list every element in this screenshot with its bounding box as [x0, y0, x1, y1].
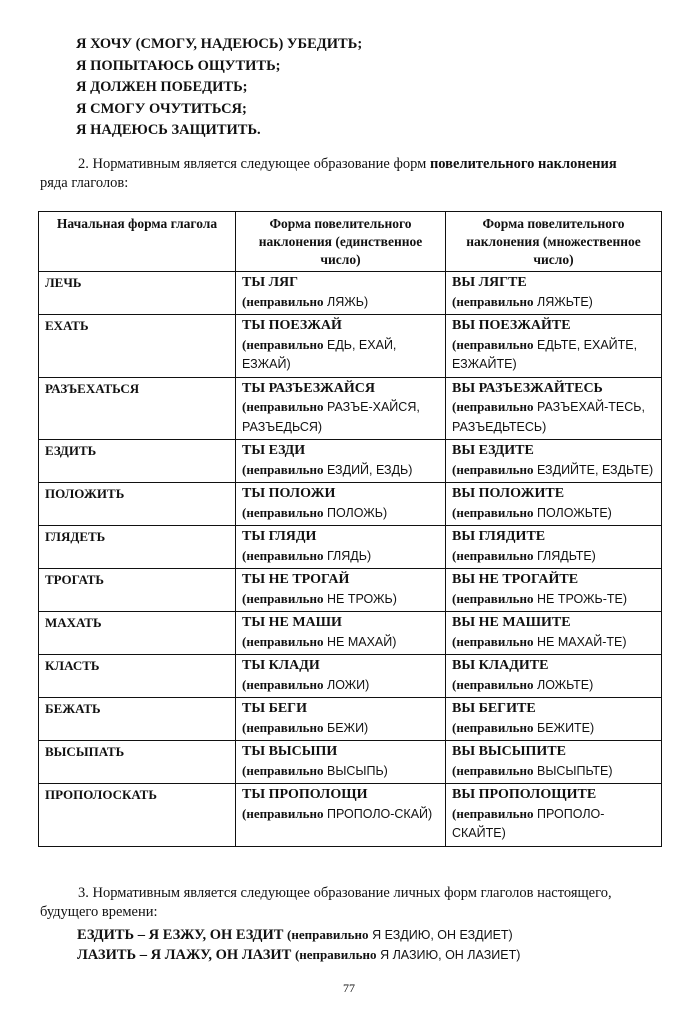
- infinitive: КЛАСТЬ: [45, 658, 100, 673]
- plural-wrong-form: НЕ ТРОЖЬ-ТЕ): [536, 591, 628, 606]
- wrong-label: (неправильно: [242, 633, 324, 649]
- wrong-label: (неправильно: [452, 805, 534, 821]
- plural-form: ВЫ ВЫСЫПИТЕ: [452, 744, 566, 759]
- plural-form: ВЫ ПРОПОЛОЩИТЕ: [452, 787, 597, 802]
- singular-cell: [236, 526, 446, 569]
- table-row: [39, 612, 662, 655]
- plural-cell: [446, 612, 662, 655]
- plural-form: ВЫ РАЗЪЕЗЖАЙТЕСЬ: [452, 380, 603, 396]
- singular-wrong-form: ПРОПОЛО-СКАЙ): [326, 806, 433, 821]
- plural-wrong-form: ЕЗДИЙТЕ, ЕЗДЬТЕ): [536, 462, 654, 477]
- table-row: [39, 526, 662, 569]
- phrase-line: Я СМОГУ ОЧУТИТЬСЯ;: [76, 100, 247, 117]
- plural-cell: [446, 526, 662, 569]
- verb-cell: [39, 698, 236, 741]
- infinitive: ВЫСЫПАТЬ: [45, 744, 125, 759]
- singular-form: ТЫ ГЛЯДИ: [242, 529, 317, 544]
- singular-wrong-form: ГЛЯДЬ): [326, 548, 372, 563]
- plural-cell: [446, 377, 662, 440]
- singular-cell: [236, 698, 446, 741]
- plural-cell: [446, 784, 662, 847]
- phrase-line: Я ПОПЫТАЮСЬ ОЩУТИТЬ;: [76, 57, 281, 74]
- section-3-text: 3. Нормативным является следующее образование личных форм глаголов настоящего, будущего времени:: [40, 885, 612, 920]
- wrong-label: (неправильно: [242, 719, 324, 735]
- plural-cell: [446, 440, 662, 483]
- wrong-label: (неправильно: [452, 547, 534, 563]
- plural-form: ВЫ ЛЯГТЕ: [452, 275, 527, 290]
- wrong-label: (неправильно: [452, 719, 534, 735]
- infinitive: ЛЕЧЬ: [45, 275, 82, 290]
- verb-cell: [39, 377, 236, 440]
- table-row: [39, 698, 662, 741]
- singular-wrong-form: ПОЛОЖЬ): [326, 505, 388, 520]
- section-2-intro: [40, 155, 665, 193]
- singular-form: ТЫ ПРОПОЛОЩИ: [242, 787, 368, 802]
- verb-cell: [39, 784, 236, 847]
- wrong-label: (неправильно: [242, 461, 324, 477]
- plural-form: ВЫ НЕ ТРОГАЙТЕ: [452, 572, 579, 587]
- plural-wrong-form: ГЛЯДЬТЕ): [536, 548, 596, 563]
- plural-cell: [446, 569, 662, 612]
- wrong-label: (неправильно: [452, 461, 534, 477]
- plural-form: ВЫ ПОЛОЖИТЕ: [452, 486, 565, 501]
- wrong-label: (неправильно: [452, 293, 534, 309]
- plural-form: ВЫ КЛАДИТЕ: [452, 658, 549, 673]
- wrong-label: (неправильно: [452, 633, 534, 649]
- plural-form: ВЫ ГЛЯДИТЕ: [452, 529, 546, 544]
- table-row: [39, 655, 662, 698]
- table-row: [39, 784, 662, 847]
- singular-wrong-form: ЛЯЖЬ): [326, 294, 369, 309]
- infinitive: РАЗЪЕХАТЬСЯ: [45, 380, 140, 396]
- imperative-forms-table: [38, 211, 662, 847]
- example-lead: ЛАЗИТЬ – Я ЛАЖУ, ОН ЛАЗИТ: [77, 947, 292, 963]
- wrong-label: (неправильно: [242, 293, 324, 309]
- wrong-label: (неправильно: [242, 676, 324, 692]
- verb-cell: [39, 440, 236, 483]
- wrong-label: (неправильно: [242, 762, 324, 778]
- singular-cell: [236, 315, 446, 378]
- singular-cell: [236, 569, 446, 612]
- wrong-label: (неправильно: [452, 676, 534, 692]
- section-3-intro: [40, 884, 665, 922]
- singular-form: ТЫ ЛЯГ: [242, 275, 299, 290]
- singular-cell: [236, 377, 446, 440]
- verb-cell: [39, 741, 236, 784]
- wrong-label: (неправильно: [242, 547, 324, 563]
- infinitive: ТРОГАТЬ: [45, 572, 105, 587]
- wrong-label: (неправильно: [452, 399, 534, 414]
- singular-cell: [236, 655, 446, 698]
- plural-form: ВЫ БЕГИТЕ: [452, 701, 536, 716]
- wrong-label: (неправильно: [242, 504, 324, 520]
- plural-wrong-form: ПРОПОЛО-СКАЙТЕ): [452, 806, 605, 840]
- plural-cell: [446, 741, 662, 784]
- table-row: [39, 483, 662, 526]
- wrong-label: (неправильно: [452, 762, 534, 778]
- infinitive: ГЛЯДЕТЬ: [45, 529, 106, 544]
- column-header: Форма повелительного наклонения (множественное число): [446, 212, 662, 272]
- plural-cell: [446, 655, 662, 698]
- singular-wrong-form: РАЗЪЕ-ХАЙСЯ, РАЗЪЕДЬСЯ): [242, 400, 420, 434]
- section-2-text: 2. Нормативным является следующее образование форм: [78, 156, 430, 172]
- singular-form: ТЫ ПОЕЗЖАЙ: [242, 318, 342, 333]
- infinitive: ПРОПОЛОСКАТЬ: [45, 787, 157, 802]
- plural-wrong-form: РАЗЪЕХАЙ-ТЕСЬ, РАЗЪЕДЬТЕСЬ): [452, 400, 645, 434]
- verb-cell: [39, 612, 236, 655]
- singular-form: ТЫ ЕЗДИ: [242, 443, 306, 458]
- plural-wrong-form: ЕДЬТЕ, ЕХАЙТЕ, ЕЗЖАЙТЕ): [452, 337, 638, 371]
- plural-form: ВЫ ЕЗДИТЕ: [452, 443, 534, 458]
- table-row: [39, 315, 662, 378]
- singular-form: ТЫ БЕГИ: [242, 701, 307, 716]
- wrong-label: (неправильно: [242, 399, 324, 414]
- singular-cell: [236, 612, 446, 655]
- plural-wrong-form: ПОЛОЖЬТЕ): [536, 505, 612, 520]
- example-lead: ЕЗДИТЬ – Я ЕЗЖУ, ОН ЕЗДИТ: [77, 927, 284, 943]
- page-number: 77: [343, 981, 355, 995]
- plural-wrong-form: ВЫСЫПЬТЕ): [536, 763, 613, 778]
- wrong-label: (неправильно: [242, 590, 324, 606]
- plural-form: ВЫ НЕ МАШИТЕ: [452, 615, 571, 630]
- singular-wrong-form: ЕДЬ, ЕХАЙ, ЕЗЖАЙ): [242, 337, 397, 371]
- phrase-line: Я ДОЛЖЕН ПОБЕДИТЬ;: [76, 79, 248, 95]
- singular-wrong-form: НЕ МАХАЙ): [326, 634, 397, 649]
- plural-wrong-form: ЛЯЖЬТЕ): [536, 294, 593, 309]
- plural-wrong-form: ЛОЖЬТЕ): [536, 677, 594, 692]
- verb-cell: [39, 315, 236, 378]
- column-header: Форма повелительного наклонения (единственное число): [236, 212, 446, 272]
- example-wrong-label: (неправильно: [294, 947, 377, 962]
- singular-cell: [236, 440, 446, 483]
- wrong-label: (неправильно: [242, 805, 324, 821]
- plural-wrong-form: БЕЖИТЕ): [536, 720, 595, 735]
- singular-cell: [236, 741, 446, 784]
- singular-form: ТЫ КЛАДИ: [242, 658, 320, 673]
- infinitive: ЕХАТЬ: [45, 318, 89, 333]
- section-2-rest: ряда глаголов:: [40, 175, 129, 191]
- table-row: [39, 440, 662, 483]
- verb-cell: [39, 655, 236, 698]
- wrong-label: (неправильно: [452, 504, 534, 520]
- conjugation-example: [77, 947, 520, 964]
- wrong-label: (неправильно: [452, 590, 534, 606]
- example-phrases: [76, 34, 362, 142]
- singular-cell: [236, 272, 446, 315]
- table-row: [39, 741, 662, 784]
- plural-form: ВЫ ПОЕЗЖАЙТЕ: [452, 318, 571, 333]
- singular-wrong-form: НЕ ТРОЖЬ): [326, 591, 397, 606]
- singular-form: ТЫ НЕ МАШИ: [242, 615, 342, 630]
- phrase-line: Я ХОЧУ (СМОГУ, НАДЕЮСЬ) УБЕДИТЬ;: [76, 36, 363, 52]
- infinitive: ПОЛОЖИТЬ: [45, 486, 125, 501]
- singular-form: ТЫ ПОЛОЖИ: [242, 486, 336, 501]
- example-wrong-value: Я ЛАЗИЮ, ОН ЛАЗИЕТ): [380, 948, 521, 962]
- singular-wrong-form: ЕЗДИЙ, ЕЗДЬ): [326, 462, 413, 477]
- verb-cell: [39, 526, 236, 569]
- verb-cell: [39, 483, 236, 526]
- plural-wrong-form: НЕ МАХАЙ-ТЕ): [536, 634, 627, 649]
- infinitive: ЕЗДИТЬ: [45, 443, 97, 458]
- singular-cell: [236, 784, 446, 847]
- infinitive: МАХАТЬ: [45, 615, 102, 630]
- wrong-label: (неправильно: [242, 336, 324, 352]
- example-wrong-value: Я ЕЗДИЮ, ОН ЕЗДИЕТ): [372, 928, 513, 942]
- verb-cell: [39, 569, 236, 612]
- plural-cell: [446, 483, 662, 526]
- phrase-line: Я НАДЕЮСЬ ЗАЩИТИТЬ.: [76, 122, 261, 138]
- table-row: [39, 569, 662, 612]
- example-wrong-label: (неправильно: [287, 927, 369, 942]
- plural-cell: [446, 315, 662, 378]
- table-row: [39, 377, 662, 440]
- infinitive: БЕЖАТЬ: [45, 701, 101, 716]
- plural-cell: [446, 698, 662, 741]
- singular-form: ТЫ ВЫСЫПИ: [242, 744, 338, 759]
- table-row: [39, 272, 662, 315]
- singular-cell: [236, 483, 446, 526]
- plural-cell: [446, 272, 662, 315]
- section-2-bold: повелительного наклонения: [429, 156, 617, 172]
- column-header: Начальная форма глагола: [39, 212, 236, 272]
- verb-cell: [39, 272, 236, 315]
- singular-form: ТЫ НЕ ТРОГАЙ: [242, 572, 350, 587]
- singular-form: ТЫ РАЗЪЕЗЖАЙСЯ: [242, 380, 375, 396]
- singular-wrong-form: ВЫСЫПЬ): [326, 763, 388, 778]
- singular-wrong-form: БЕЖИ): [326, 720, 369, 735]
- table-header-row: [39, 212, 662, 272]
- wrong-label: (неправильно: [452, 336, 534, 352]
- conjugation-example: [77, 927, 513, 944]
- singular-wrong-form: ЛОЖИ): [326, 677, 370, 692]
